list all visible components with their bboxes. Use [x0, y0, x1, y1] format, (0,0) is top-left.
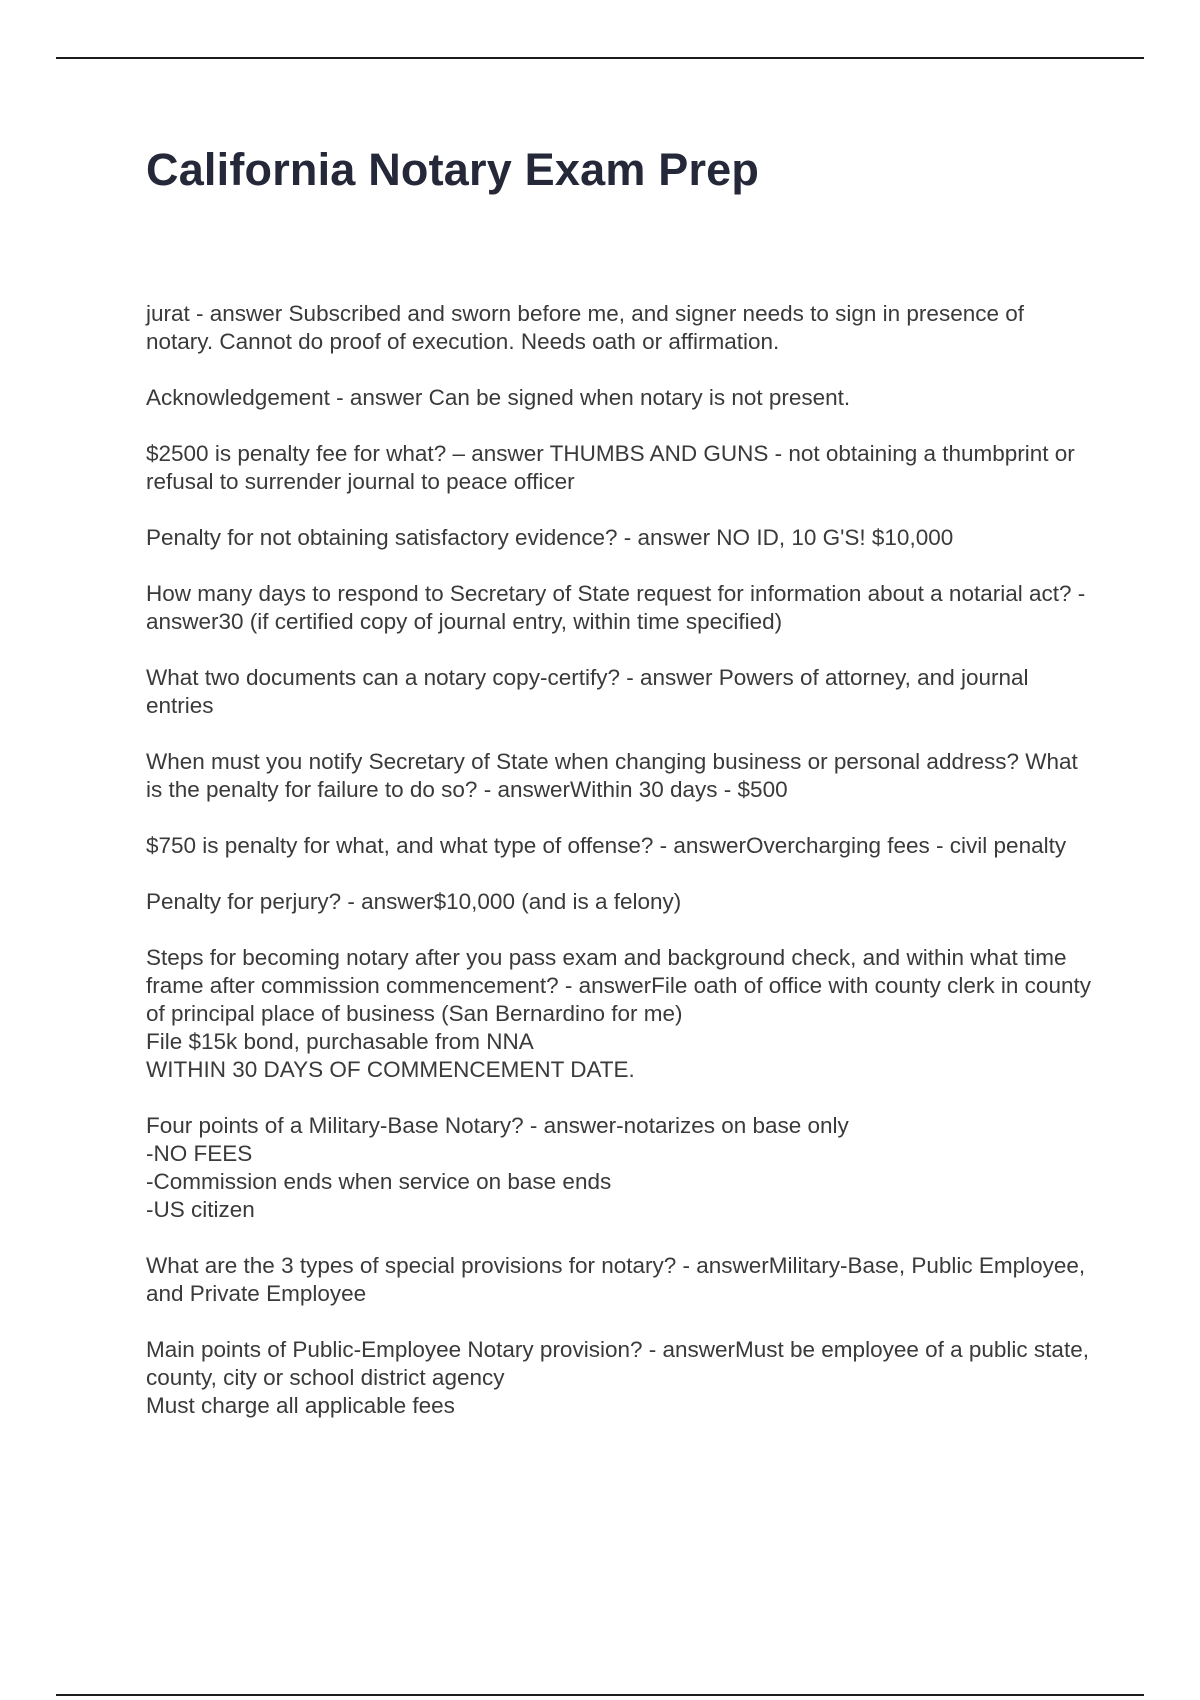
qa-entry: $750 is penalty for what, and what type of offense? - answerOvercharging fees - civil penalty — [146, 833, 1067, 858]
qa-entry: Main points of Public-Employee Notary provision? - answerMust be employee of a public state, county, city or school district agency Must charge all applicable fees — [146, 1337, 1089, 1418]
qa-entry: When must you notify Secretary of State when changing business or personal address? What is the penalty for failure to do so? - answerWithin 30 days - $500 — [146, 749, 1078, 802]
header-divider — [56, 57, 1144, 59]
qa-entry: Penalty for perjury? - answer$10,000 (and is a felony) — [146, 889, 682, 914]
qa-entry: Acknowledgement - answer Can be signed when notary is not present. — [146, 385, 851, 410]
qa-entry: What two documents can a notary copy-certify? - answer Powers of attorney, and journal entries — [146, 665, 1029, 718]
qa-entry: Four points of a Military-Base Notary? - answer-notarizes on base only -NO FEES -Commission ends when service on base ends -US citizen — [146, 1113, 849, 1222]
qa-entry: How many days to respond to Secretary of State request for information about a notarial act? - answer30 (if certified copy of journal entry, within time specified) — [146, 581, 1086, 634]
footer-divider — [56, 1694, 1144, 1696]
qa-list — [146, 300, 1096, 1420]
qa-entry: $2500 is penalty fee for what? – answer THUMBS AND GUNS - not obtaining a thumbprint or refusal to surrender journal to peace officer — [146, 441, 1075, 494]
page-title: California Notary Exam Prep — [146, 144, 760, 195]
qa-entry: Penalty for not obtaining satisfactory evidence? - answer NO ID, 10 G'S! $10,000 — [146, 525, 954, 550]
qa-entry: What are the 3 types of special provisions for notary? - answerMilitary-Base, Public Employee, and Private Employee — [146, 1253, 1086, 1306]
qa-entry: Steps for becoming notary after you pass exam and background check, and within what time frame after commission commencement? - answerFile oath of office with county clerk in county of principal place of business (San Bernardino for me) File $15k bond, purchasable from NNA WITHIN 30 DAYS OF COMMENCEMENT DATE. — [146, 945, 1091, 1082]
qa-entry: jurat - answer Subscribed and sworn before me, and signer needs to sign in presence of notary. Cannot do proof of execution. Needs oath or affirmation. — [146, 301, 1024, 354]
page-content — [146, 140, 1096, 1448]
